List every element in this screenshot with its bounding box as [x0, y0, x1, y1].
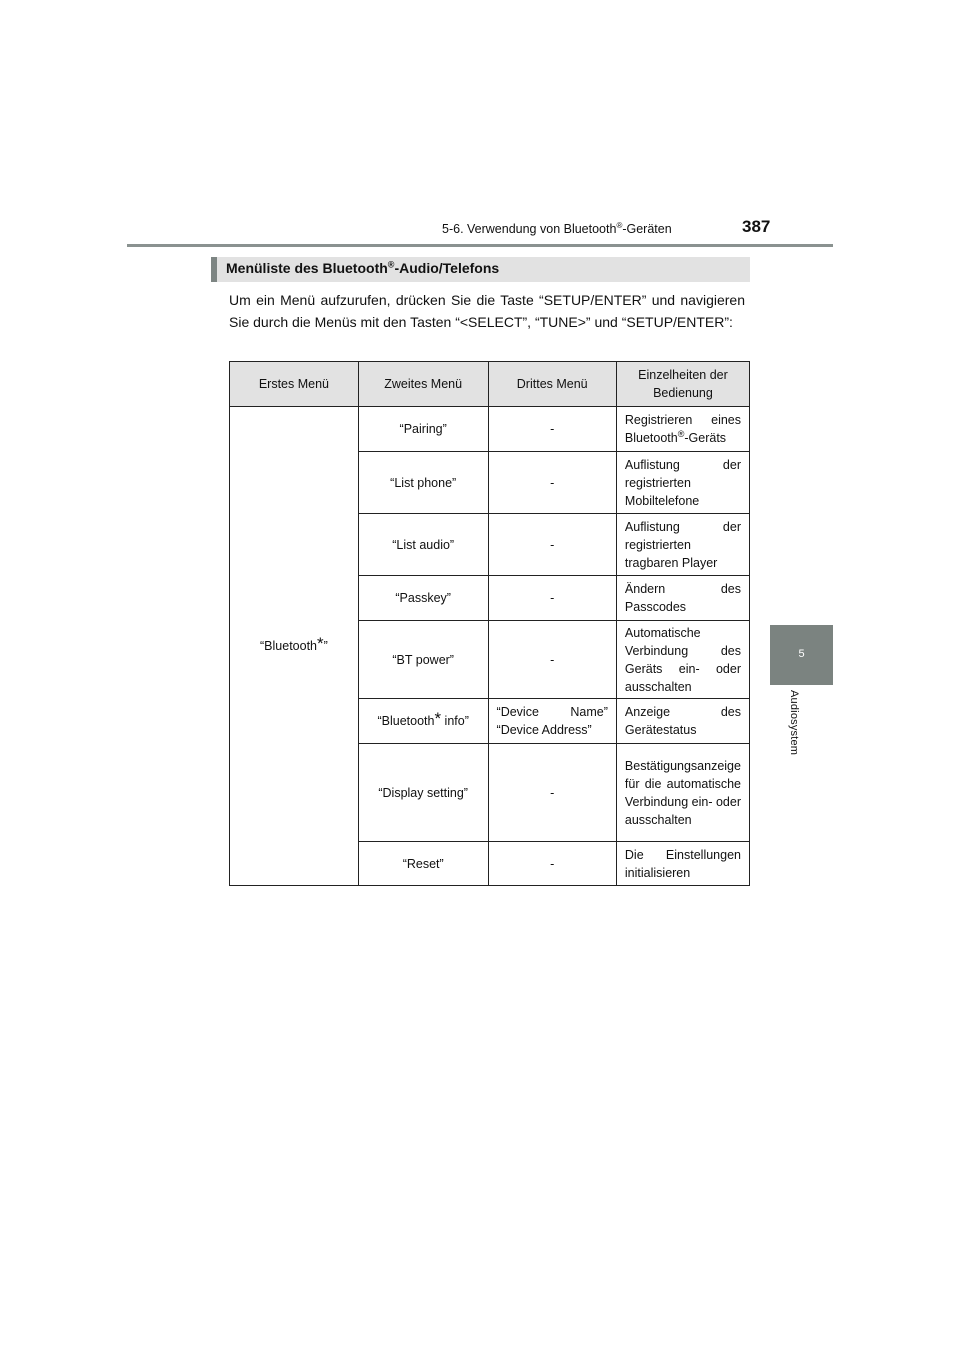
detail-cell: Auflistung der registrierten Mobiltelefone: [616, 452, 749, 514]
heading-bar: [211, 257, 217, 282]
second-menu-cell: “Bluetooth* info”: [358, 699, 488, 744]
second-menu-cell: “BT power”: [358, 621, 488, 699]
section-title: Menüliste des Bluetooth®-Audio/Telefons: [226, 259, 500, 276]
detail-cell: Bestätigungsanzeige für die automatische Verbindung ein- oder ausschalten: [616, 744, 749, 842]
chapter-label: Audiosystem: [788, 690, 800, 756]
detail-cell: Auflistung der registrierten tragbaren Player: [616, 514, 749, 576]
page-number: 387: [742, 217, 771, 236]
second-menu-cell: “Display setting”: [358, 744, 488, 842]
detail-cell: Automatische Verbindung des Geräts ein- oder ausschalten: [616, 621, 749, 699]
second-menu-cell: “Pairing”: [358, 407, 488, 452]
first-menu-cell: “Bluetooth*”: [230, 407, 359, 886]
chapter-tab: 5: [770, 625, 833, 685]
second-menu-cell: “List audio”: [358, 514, 488, 576]
detail-cell: Registrieren eines Bluetooth®-Geräts: [616, 407, 749, 452]
table-row: [230, 407, 750, 452]
third-menu-cell: -: [488, 514, 616, 576]
detail-cell: Die Einstellungen initialisieren: [616, 842, 749, 886]
header-second-menu: Zweites Menü: [358, 362, 488, 407]
second-menu-cell: “Reset”: [358, 842, 488, 886]
third-menu-cell: “Device Name” “Device Address”: [488, 699, 616, 744]
header-rule: [127, 244, 833, 247]
section-header: 5-6. Verwendung von Bluetooth®-Geräten: [442, 221, 672, 237]
second-menu-cell: “List phone”: [358, 452, 488, 514]
third-menu-cell: -: [488, 452, 616, 514]
third-menu-cell: -: [488, 842, 616, 886]
detail-cell: Ändern des Passcodes: [616, 576, 749, 621]
detail-cell: Anzeige des Gerätestatus: [616, 699, 749, 744]
third-menu-cell: -: [488, 744, 616, 842]
second-menu-cell: “Passkey”: [358, 576, 488, 621]
menu-table: [229, 361, 750, 886]
header-third-menu: Drittes Menü: [488, 362, 616, 407]
third-menu-cell: -: [488, 621, 616, 699]
header-details: Einzelheiten der Bedienung: [616, 362, 749, 407]
intro-paragraph: Um ein Menü aufzurufen, drücken Sie die Taste “SETUP/ENTER” und navigieren Sie durch die Menüs mit den Tasten “<SELECT”, “TUNE>” und “SETUP/ENTER”:: [229, 292, 745, 330]
table-header-row: [230, 362, 750, 407]
header-first-menu: Erstes Menü: [230, 362, 359, 407]
section-heading: [211, 257, 750, 282]
third-menu-cell: -: [488, 407, 616, 452]
third-menu-cell: -: [488, 576, 616, 621]
